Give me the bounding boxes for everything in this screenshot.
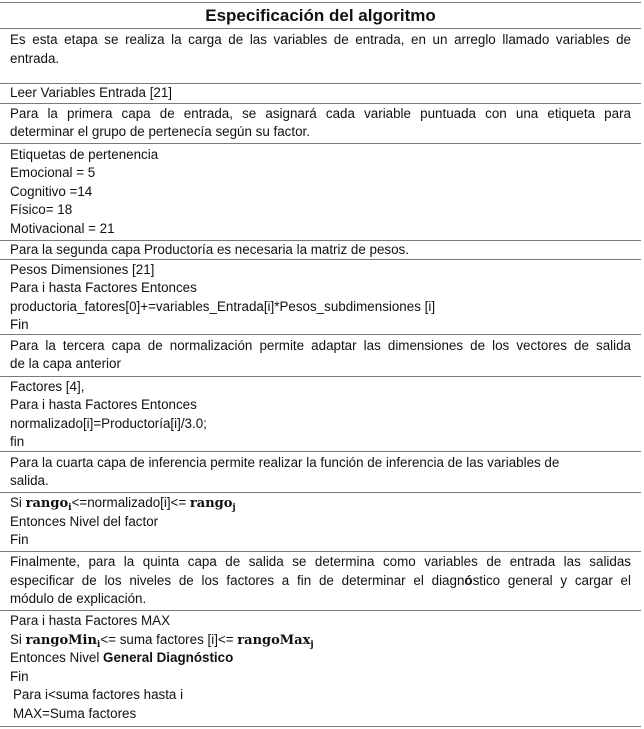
row-quinta-capa [0,552,641,611]
etiqueta-cognitivo: Cognitivo =14 [10,183,93,199]
row-leer-variables [0,84,641,104]
rango-j: rango [189,496,233,511]
factores-line-1: Factores [4], [10,378,85,394]
general-diagnostico: General Diagnóstico [103,650,234,665]
normalizado-expression: <=normalizado[i]<= [71,495,190,510]
si-rango-fin: Fin [10,532,29,547]
etiqueta-motivacional: Motivacional = 21 [10,220,115,236]
intro-line-1: Es esta etapa se realiza la carga de las variables de entrada, en un arreglo llamado variables de [10,32,631,47]
si-rango-line [10,494,631,513]
rango-max: rangoMax [237,632,311,648]
subscript-j: j [232,503,236,513]
entonces-nivel-factor: Entonces Nivel del factor [10,513,159,529]
table-title: Especificación del algoritmo [0,3,641,29]
pesos-line-2: Para i hasta Factores Entonces [10,280,197,295]
quinta-capa-line-1: Finalmente, para la quinta capa de salida se determina como variables de entrada las salidas [10,554,631,569]
row-factores [0,377,641,452]
quinta-line-2-post: stico general y cargar el [472,572,631,588]
row-pesos [0,260,641,335]
final-line-6: MAX=Suma factores [13,705,137,721]
quinta-capa-line-2 [10,572,631,591]
quinta-line-2-bold-o: ó [464,572,473,588]
suma-factores-expression: <= suma factores [i]<= [100,631,238,647]
primera-capa-line-1: Para la primera capa de entrada, se asignará cada variable puntuada con una etiqueta para [10,105,631,121]
row-primera-capa [0,104,641,144]
subscript-min: i [96,639,101,650]
pesos-line-3: productoria_fatores[0]+=variables_Entrada[i]*Pesos_subdimensiones [i] [10,298,436,314]
tercera-capa-line-2: de la capa anterior [10,356,121,371]
final-si-keyword: Si [10,631,26,647]
quinta-line-2-pre: especificar de los niveles de los factores a fin de determinar el diagn [10,572,465,588]
tercera-capa-line-1: Para la tercera capa de normalización permite adaptar las dimensiones de los vectores de salida [10,337,631,353]
cuarta-capa-line-2: salida. [10,473,49,488]
row-etiquetas [0,144,641,241]
leer-variables-text: Leer Variables Entrada [21] [10,85,173,100]
row-segunda-capa [0,241,641,261]
si-keyword: Si [10,495,26,510]
etiqueta-fisico: Físico= 18 [10,202,73,217]
row-final [0,611,641,727]
etiqueta-emocional: Emocional = 5 [10,165,96,180]
algorithm-spec-table [0,2,641,727]
quinta-capa-line-3: módulo de explicación. [10,591,147,606]
final-line-1: Para i hasta Factores MAX [10,613,171,628]
subscript-i: i [68,503,72,513]
row-si-rango [0,493,641,552]
final-si-rango-line [10,631,631,650]
final-fin: Fin [10,668,29,684]
primera-capa-line-2: determinar el grupo de pertenecía según su factor. [10,124,310,139]
row-tercera-capa [0,335,641,377]
pesos-line-4: Fin [10,317,29,332]
rango-min: rangoMin [25,632,97,648]
final-line-5: Para i<suma factores hasta i [13,687,184,702]
final-entonces-line [10,649,631,668]
segunda-capa-text: Para la segunda capa Productoría es necesaria la matriz de pesos. [10,241,409,257]
row-intro [0,29,641,84]
factores-line-4: fin [10,434,25,449]
pesos-line-1: Pesos Dimensiones [21] [10,261,155,277]
final-entonces-text: Entonces Nivel [10,650,104,665]
cuarta-capa-line-1: Para la cuarta capa de inferencia permite realizar la función de inferencia de las variables de [10,454,560,470]
intro-line-2: entrada. [10,50,60,66]
row-cuarta-capa [0,452,641,493]
factores-line-2: Para i hasta Factores Entonces [10,397,197,412]
factores-line-3: normalizado[i]=Productoría[i]/3.0; [10,415,207,431]
etiquetas-heading: Etiquetas de pertenencia [10,146,159,162]
rango-i: rango [25,496,69,511]
subscript-max: j [310,639,314,650]
